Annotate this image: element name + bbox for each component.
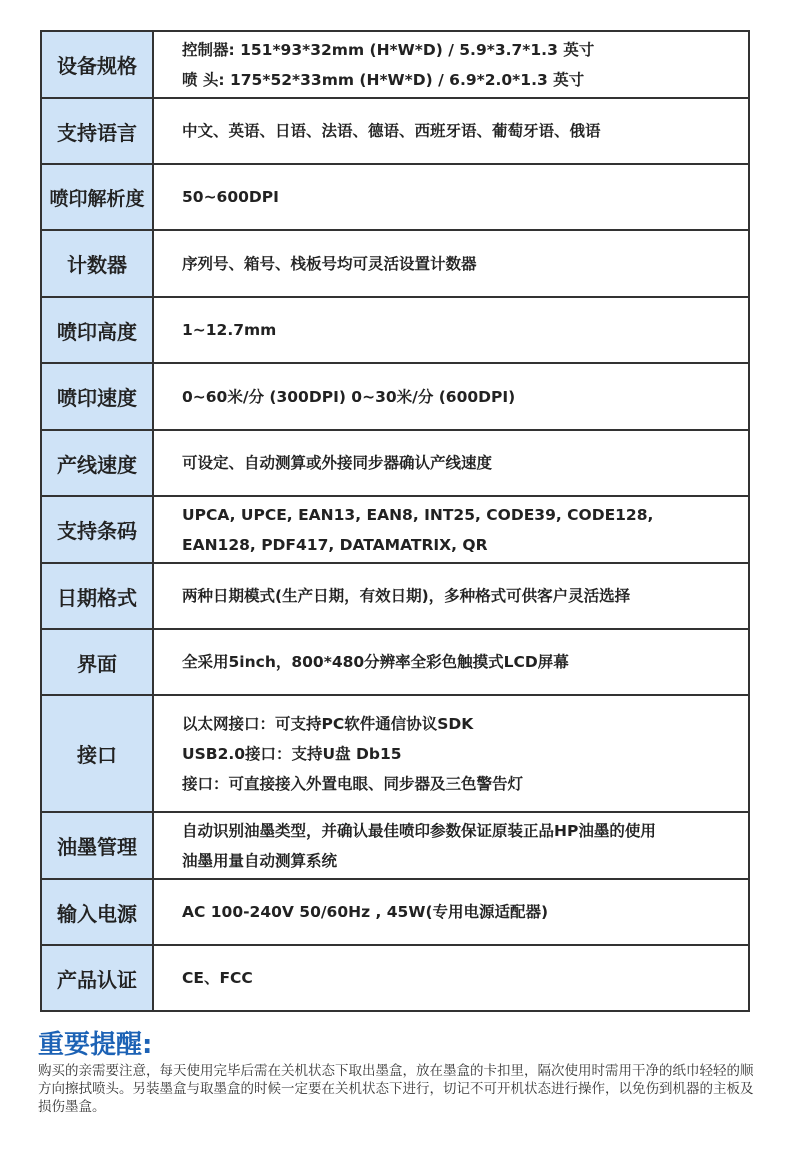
spec-row (41, 945, 749, 1011)
spec-table-body (41, 31, 749, 1011)
spec-value-line: 喷 头: 175*52*33mm (H*W*D) / 6.9*2.0*1.3 英寸 (182, 70, 585, 89)
spec-row (41, 430, 749, 496)
spec-value-line: 接口：可直接接入外置电眼、同步器及三色警告灯 (182, 774, 524, 793)
spec-value-line: 两种日期模式(生产日期，有效日期)，多种格式可供客户灵活选择 (182, 587, 631, 605)
spec-value (153, 430, 749, 496)
spec-row (41, 812, 749, 879)
spec-value (153, 879, 749, 945)
spec-value-line: 全采用5inch，800*480分辨率全彩色触摸式LCD屏幕 (182, 653, 569, 671)
spec-value-line: 可设定、自动测算或外接同步器确认产线速度 (182, 454, 493, 472)
spec-value (153, 695, 749, 812)
spec-value-line: USB2.0接口：支持U盘 Db15 (182, 744, 402, 763)
spec-label: 计数器 (41, 230, 153, 297)
spec-label: 喷印速度 (41, 363, 153, 430)
spec-value (153, 98, 749, 164)
spec-row (41, 629, 749, 695)
spec-row (41, 879, 749, 945)
spec-label: 支持语言 (41, 98, 153, 164)
spec-value (153, 230, 749, 297)
spec-table (40, 30, 750, 1012)
spec-label: 产品认证 (41, 945, 153, 1011)
spec-row (41, 31, 749, 98)
spec-value (153, 563, 749, 629)
spec-label: 产线速度 (41, 430, 153, 496)
spec-label: 设备规格 (41, 31, 153, 98)
spec-value-line: 油墨用量自动测算系统 (182, 851, 338, 870)
spec-value-line: CE、FCC (182, 969, 253, 987)
spec-value-line: 中文、英语、日语、法语、德语、西班牙语、葡萄牙语、俄语 (182, 122, 601, 140)
spec-value (153, 363, 749, 430)
spec-value (153, 812, 749, 879)
spec-label: 接口 (41, 695, 153, 812)
spec-row (41, 164, 749, 230)
spec-label: 输入电源 (41, 879, 153, 945)
spec-label: 喷印解析度 (41, 164, 153, 230)
spec-row (41, 695, 749, 812)
spec-row (41, 496, 749, 563)
spec-row (41, 230, 749, 297)
notice-title: 重要提醒: (38, 1030, 153, 1060)
spec-value-line: 自动识别油墨类型，并确认最佳喷印参数保证原装正品HP油墨的使用 (182, 821, 656, 840)
spec-row (41, 563, 749, 629)
spec-row (41, 363, 749, 430)
spec-value-line: AC 100-240V 50/60Hz , 45W(专用电源适配器) (182, 903, 549, 921)
spec-value (153, 945, 749, 1011)
spec-value (153, 496, 749, 563)
spec-value-line: 0~60米/分 (300DPI) 0~30米/分 (600DPI) (182, 387, 516, 406)
spec-label: 油墨管理 (41, 812, 153, 879)
notice-body: 购买的亲需要注意，每天使用完毕后需在关机状态下取出墨盒，放在墨盒的卡扣里，隔次使用时需用干净的纸巾轻轻的顺方向擦拭喷头。另装墨盒与取墨盒的时候一定要在关机状态下进行，切记不可开机状态进行操作，以免伤到机器的主板及损伤墨盒。 (38, 1063, 754, 1115)
spec-value-line: 以太网接口：可支持PC软件通信协议SDK (182, 714, 474, 733)
spec-value-line: 控制器: 151*93*32mm (H*W*D) / 5.9*3.7*1.3 英寸 (182, 40, 595, 59)
spec-label: 支持条码 (41, 496, 153, 563)
spec-label: 日期格式 (41, 563, 153, 629)
spec-value-line: UPCA, UPCE, EAN13, EAN8, INT25, CODE39, CODE128, (182, 505, 654, 524)
spec-value-line: 50~600DPI (182, 188, 279, 206)
spec-value (153, 31, 749, 98)
spec-value-line: EAN128, PDF417, DATAMATRIX, QR (182, 535, 488, 554)
spec-row (41, 297, 749, 363)
spec-value-line: 序列号、箱号、栈板号均可灵活设置计数器 (182, 254, 477, 273)
spec-label: 喷印高度 (41, 297, 153, 363)
spec-value (153, 629, 749, 695)
spec-value-line: 1~12.7mm (182, 321, 277, 339)
spec-label: 界面 (41, 629, 153, 695)
spec-row (41, 98, 749, 164)
spec-value (153, 164, 749, 230)
spec-value (153, 297, 749, 363)
